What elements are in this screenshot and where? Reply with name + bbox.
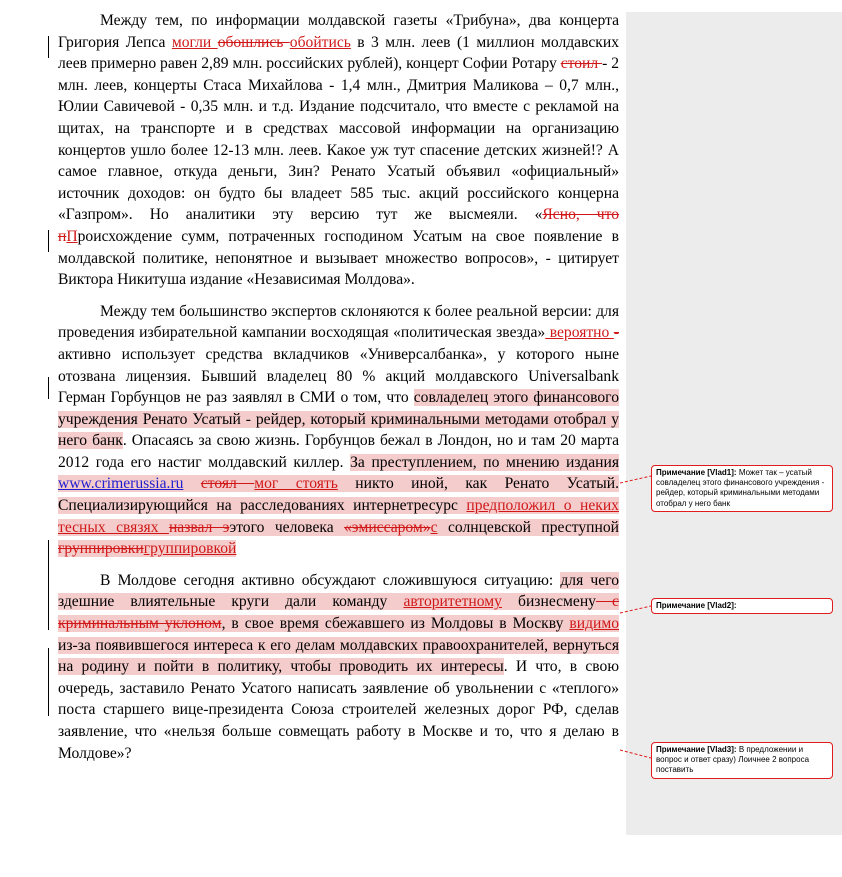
inserted-text: П xyxy=(66,227,78,245)
deleted-text: с криминальным уклоном xyxy=(58,593,619,633)
inserted-text: предположил о неких тесных связях xyxy=(58,497,619,536)
comment-label: Примечание [Vlad2]: xyxy=(656,601,737,610)
comment-balloon-vlad3[interactable] xyxy=(651,742,833,779)
deleted-text: - xyxy=(613,324,620,342)
inserted-text: обойтись xyxy=(289,33,351,51)
inserted-text: с xyxy=(430,518,438,536)
inserted-text: группировкой xyxy=(143,540,237,558)
inserted-text: могли xyxy=(171,33,218,51)
paragraph-3: В Молдове сегодня активно обсуждают сложившуюся ситуацию: для чего здешние влиятельные круги дали команду авторитетному бизнесмену с криминальным уклоном, в свое время сбежавшего из Молдовы в Москву видимо из-за появившегося интереса к его делам молдавских правоохранителей, вернуться на родину и пойти в политику, чтобы проводить их интересы. И что, в свою очередь, заставило Ренато Усатого написать заявление об увольнении с «теплого» поста старшего вице-президента Союза строителей железных дорог РФ, сделав заявление, что «нельзя больше совмещать работу в Москве и то, что я делаю в Молдове»? xyxy=(58,571,620,762)
deleted-text: стоял xyxy=(200,475,255,493)
comment-balloon-vlad2[interactable] xyxy=(651,598,833,614)
comment-highlight-vlad1[interactable]: совладелец этого финансового учреждения Ренато Усатый - рейдер, который криминальными методами отобрал у него банк xyxy=(58,389,619,450)
comment-highlight-vlad3[interactable]: для чего здешние влиятельные круги дали команду авторитетному бизнесмену с криминальным уклоном, в свое время сбежавшего из Молдовы в Москву видимо из-за появившегося интереса к его делам молдавских правоохранителей, вернуться на родину и пойти в политику, чтобы проводить их интересы xyxy=(58,571,620,676)
comment-label: Примечание [Vlad1]: xyxy=(656,468,737,477)
comment-text: Может так – усатый совладелец этого финансового учреждения - рейдер, который криминальными методами отобрал у него банк xyxy=(656,468,825,508)
paragraph-1: Между тем, по информации молдавской газеты «Трибуна», два концерта Григория Лепса могли обошлись обойтись в 3 млн. леев (1 миллион молдавских леев примерно равен 2,89 млн. российских рублей), концерт Софии Ротару стоил - 2 млн. леев, концерты Стаса Михайлова - 1,4 млн., Дмитрия Маликова – 0,7 млн., Юлии Савичевой - 0,35 млн. и т.д. Издание подсчитало, что вместе с рекламой на щитах, на транспорте и в средствах массовой информации на организацию концертов ушло более 12-13 млн. леев. Какое уж тут спасение детских жизней!? А самое главное, откуда деньги, Зин? Ренато Усатый объявил «официальный» источник доходов: он будто бы владеет 585 тыс. акций российского концерна «Газпром». Но аналитики эту версию тут же высмеяли. «Ясно, что пПроисхождение сумм, потраченных господином Усатым на свое появление в молдавской политике, непонятное и вызывает множество вопросов», - цитирует Виктора Никитуша издание «Независимая Молдова». xyxy=(58,12,620,289)
deleted-text: назвал э xyxy=(168,518,230,536)
deleted-text: обошлись xyxy=(217,33,290,51)
comment-balloon-vlad1[interactable] xyxy=(651,465,833,512)
deleted-text: стоил xyxy=(560,55,603,73)
inserted-text: вероятно xyxy=(545,324,614,342)
comment-highlight-vlad2[interactable]: За преступлением, по мнению издания www.crimerussia.ru стоял мог стоять никто иной, как Ренато Усатый. Специализирующийся на расследованиях интернетресурс предположил о неких тесных связях назвал ээтого человека «эмиссаром»с солнцевской преступной группировкигруппировкой xyxy=(58,453,620,558)
inserted-text: мог стоять xyxy=(254,475,338,493)
paragraph-2: Между тем большинство экспертов склоняются к более реальной версии: для проведения избирательной кампании восходящая «политическая звезда» вероятно - активно использует средства вкладчиков «Универсалбанка», у которого ныне отозвана лицензия. Бывший владелец 80 % акций молдавского Universalbank Герман Горбунцов не раз заявлял в СМИ о том, что совладелец этого финансового учреждения Ренато Усатый - рейдер, который криминальными методами отобрал у него банк. Опасаясь за свою жизнь. Горбунцов бежал в Лондон, но и там 20 марта 2012 года его настиг молдавский киллер. За преступлением, по мнению издания www.crimerussia.ru стоял мог стоять никто иной, как Ренато Усатый. Специализирующийся на расследованиях интернетресурс предположил о неких тесных связях назвал ээтого человека «эмиссаром»с солнцевской преступной группировкигруппировкой xyxy=(58,302,620,558)
comment-text: В предложении и вопрос и ответ сразу) Лоичнее 2 вопроса поставить xyxy=(656,745,810,775)
deleted-text: «эмиссаром» xyxy=(344,518,431,536)
comment-label: Примечание [Vlad3]: xyxy=(656,745,737,754)
deleted-text: Ясно, что п xyxy=(58,206,619,245)
inserted-text: видимо xyxy=(569,615,620,633)
deleted-text: группировки xyxy=(58,540,144,558)
crimerussia-link[interactable]: www.crimerussia.ru xyxy=(58,475,184,493)
inserted-text: авторитетному xyxy=(403,593,502,611)
